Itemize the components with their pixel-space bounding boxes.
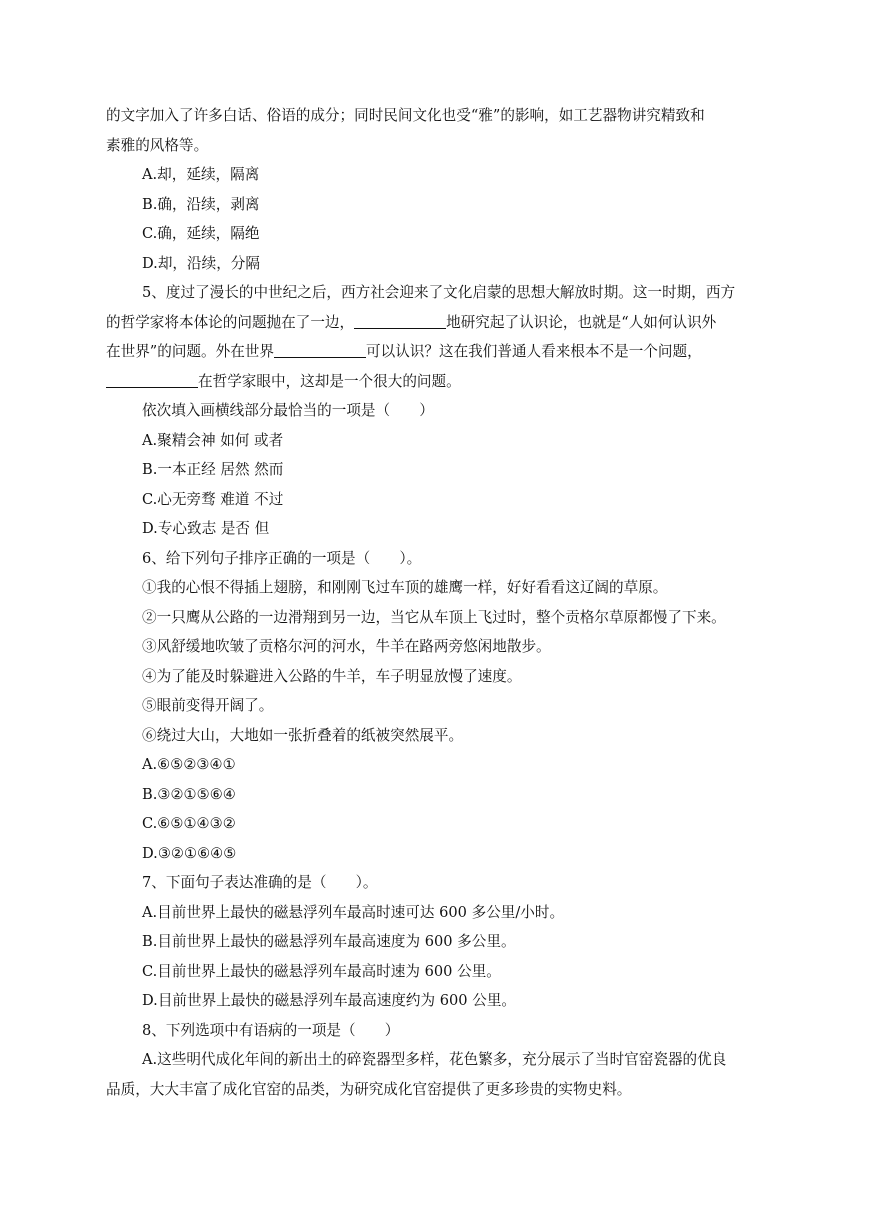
- continuation-line-2: 素雅的风格等。: [106, 136, 209, 154]
- q8-stem: 8、下列选项中有语病的一项是（ ）: [142, 1021, 400, 1039]
- q6-option-a: A.⑥⑤②③④①: [142, 756, 236, 773]
- q4-option-d: D.却，沿续，分隔: [142, 254, 260, 272]
- q5-line3-text-a: 在世界”的问题。外在世界: [106, 343, 274, 360]
- q7-option-d: D.目前世界上最快的磁悬浮列车最高速度约为 600 公里。: [142, 992, 517, 1009]
- q6-sentence-6: ⑥绕过大山，大地如一张折叠着的纸被突然展平。: [142, 726, 464, 744]
- q6-option-b: B.③②①⑤⑥④: [142, 785, 236, 803]
- q5-line2-text-b: 地研究起了认识论，也就是“人如何认识外: [446, 313, 717, 331]
- q4-option-a: A.却，延续，隔离: [142, 166, 260, 183]
- q7-option-a: A.目前世界上最快的磁悬浮列车最高时速可达 600 多公里/小时。: [142, 903, 565, 921]
- continuation-line-1: 的文字加入了许多白话、俗语的成分；同时民间文化也受“雅”的影响，如工艺器物讲究精致和: [106, 107, 705, 124]
- q5-stem-line-4: [106, 367, 766, 397]
- q5-option-a: A.聚精会神 如何 或者: [142, 431, 284, 449]
- document-page: [106, 101, 766, 1104]
- q6-sentence-2: ②一只鹰从公路的一边滑翔到另一边，当它从车顶上飞过时，整个贡格尔草原都慢了下来。: [142, 608, 726, 626]
- q4-option-b: B.确，沿续，剥离: [142, 195, 260, 213]
- q4-option-c: C.确，延续，隔绝: [142, 225, 260, 242]
- q5-option-d: D.专心致志 是否 但: [142, 520, 270, 537]
- q5-line3-text-b: 可以认识？这在我们普通人看来根本不是一个问题，: [366, 343, 702, 360]
- q8-option-a-line-2: 品质，大大丰富了成化官窑的品类，为研究成化官窑提供了更多珍贵的实物史料。: [106, 1080, 632, 1098]
- q6-option-d: D.③②①⑥④⑤: [142, 844, 237, 862]
- q5-blank-1: [354, 310, 446, 329]
- q5-stem-line-2: [106, 308, 766, 338]
- q5-blank-2: [274, 339, 366, 358]
- q5-blank-3: [106, 369, 198, 388]
- q5-stem-line-3: [106, 337, 766, 367]
- q5-line2-text-a: 的哲学家将本体论的问题抛在了一边，: [106, 313, 355, 331]
- q7-stem: 7、下面句子表达准确的是（ ）。: [142, 874, 378, 891]
- q6-sentence-5: ⑤眼前变得开阔了。: [142, 697, 274, 714]
- q6-sentence-4: ④为了能及时躲避进入公路的牛羊，车子明显放慢了速度。: [142, 667, 522, 685]
- q7-option-b: B.目前世界上最快的磁悬浮列车最高速度为 600 多公里。: [142, 933, 516, 950]
- q7-option-c: C.目前世界上最快的磁悬浮列车最高时速为 600 公里。: [142, 962, 501, 980]
- q8-option-a-line-1: A.这些明代成化年间的新出土的碎瓷器型多样，花色繁多，充分展示了当时官窑瓷器的优良: [142, 1051, 727, 1068]
- q6-stem: 6、给下列句子排序正确的一项是（ ）。: [142, 549, 422, 567]
- q6-sentence-3: ③风舒缓地吹皱了贡格尔河的河水，牛羊在路两旁悠闲地散步。: [142, 638, 551, 655]
- q5-option-c: C.心无旁骛 难道 不过: [142, 490, 284, 508]
- q5-line4-text: 在哲学家眼中，这却是一个很大的问题。: [198, 372, 461, 390]
- q6-option-c: C.⑥⑤①④③②: [142, 815, 236, 832]
- q6-sentence-1: ①我的心恨不得插上翅膀，和刚刚飞过车顶的雄鹰一样，好好看看这辽阔的草原。: [142, 579, 668, 596]
- q5-stem-line-1: 5、度过了漫长的中世纪之后，西方社会迎来了文化启蒙的思想大解放时期。这一时期，西方: [142, 284, 736, 301]
- q5-prompt: 依次填入画横线部分最恰当的一项是（ ）: [142, 402, 434, 419]
- q5-option-b: B.一本正经 居然 然而: [142, 461, 284, 478]
